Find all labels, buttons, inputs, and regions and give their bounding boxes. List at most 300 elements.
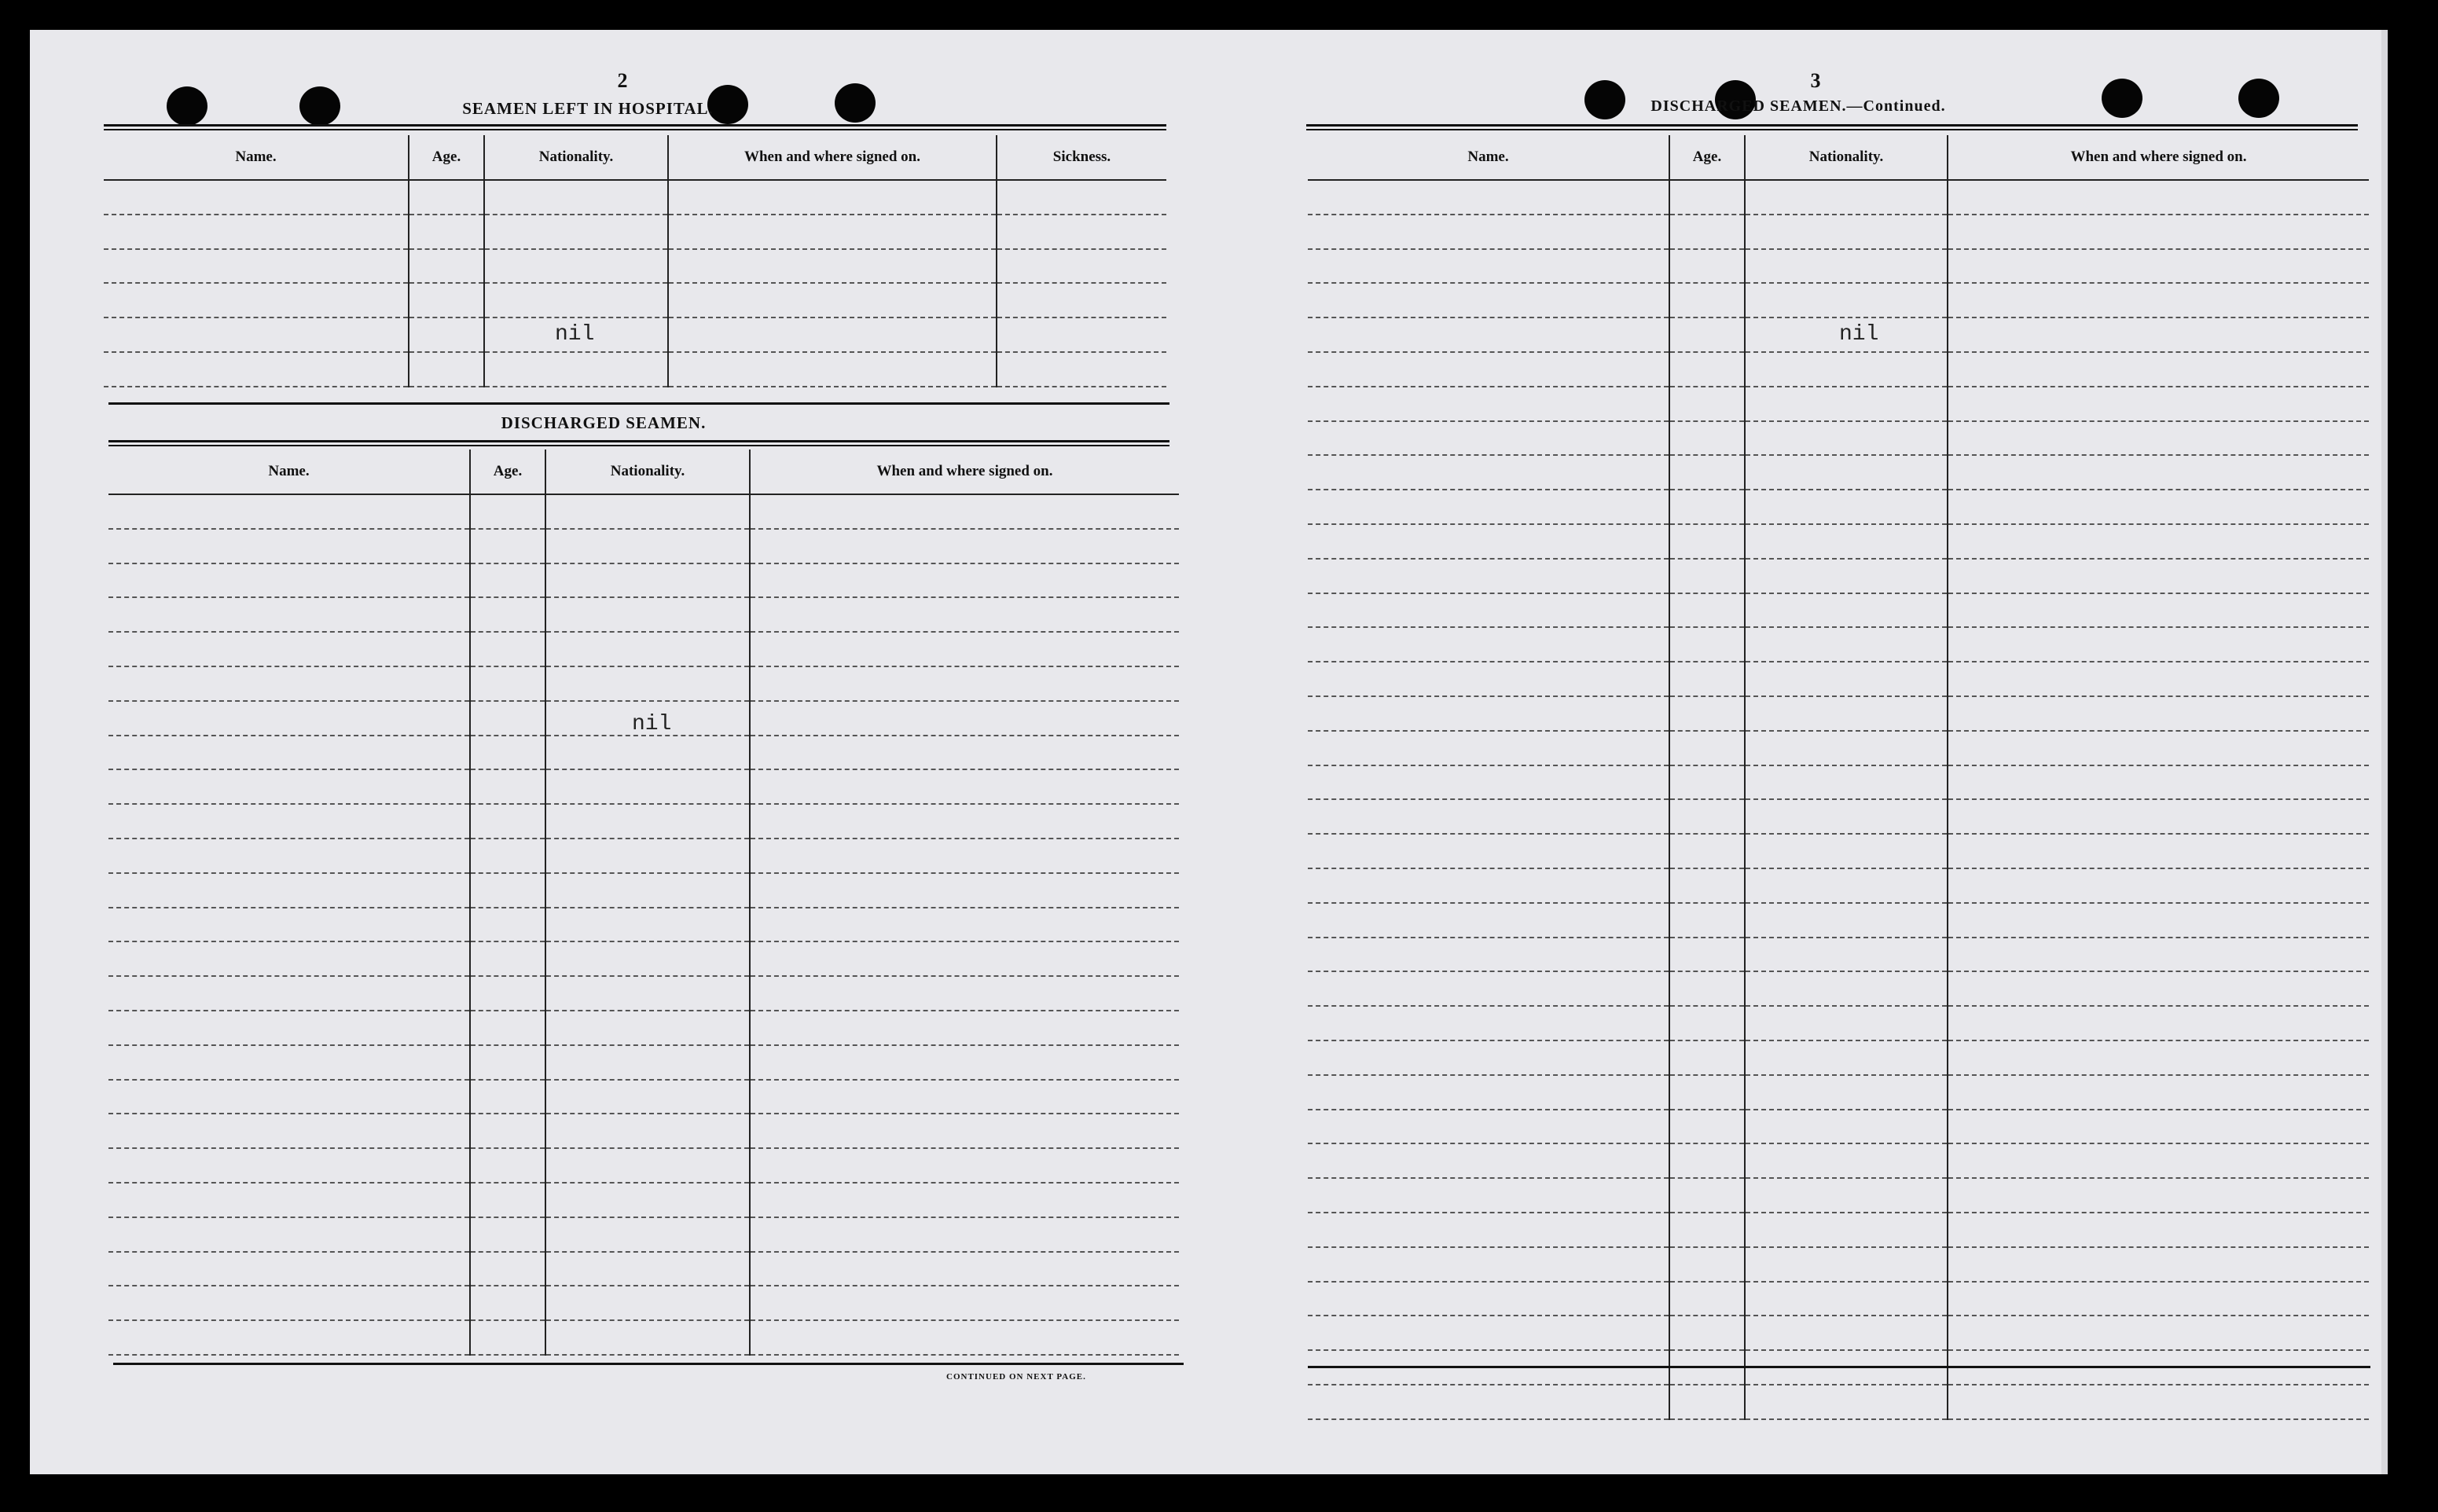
table-cell (108, 1045, 470, 1080)
table-row (1308, 696, 2369, 731)
table-cell (1308, 1143, 1669, 1178)
table-cell (545, 1286, 750, 1320)
hospital-nil-entry: nil (555, 322, 595, 347)
table-cell (1948, 455, 2369, 490)
table-cell (750, 736, 1179, 770)
table-cell (1669, 524, 1745, 559)
table-cell (409, 352, 484, 387)
table-row (108, 1252, 1179, 1286)
table-cell (1745, 627, 1948, 662)
table-cell (1745, 1247, 1948, 1282)
table-cell (1669, 1075, 1745, 1110)
table-row (108, 494, 1179, 529)
table-cell (1745, 1178, 1948, 1213)
table-cell (1308, 249, 1669, 284)
table-cell (1308, 627, 1669, 662)
table-row (108, 736, 1179, 770)
table-cell (470, 563, 545, 598)
table-cell (750, 804, 1179, 839)
table-cell (1669, 421, 1745, 456)
table-cell (1669, 249, 1745, 284)
table-cell (1745, 524, 1948, 559)
table-row (108, 873, 1179, 908)
table-cell (108, 563, 470, 598)
table-cell (104, 180, 409, 215)
table-cell (545, 1217, 750, 1252)
hospital-rows (104, 180, 1166, 387)
table-cell (750, 839, 1179, 873)
table-row (104, 283, 1166, 317)
table-row (104, 180, 1166, 215)
table-cell (470, 804, 545, 839)
table-cell (1669, 1213, 1745, 1247)
table-cell (104, 249, 409, 284)
table-row (1308, 559, 2369, 593)
table-cell (1745, 455, 1948, 490)
table-cell (1745, 180, 1948, 215)
table-cell (1948, 938, 2369, 972)
table-cell (108, 494, 470, 529)
table-cell (1308, 524, 1669, 559)
table-cell (1308, 662, 1669, 696)
table-cell (108, 666, 470, 701)
table-cell (108, 736, 470, 770)
table-cell (1948, 1385, 2369, 1419)
table-cell (668, 249, 997, 284)
table-cell (1948, 696, 2369, 731)
page-number: 3 (1810, 69, 1821, 92)
discharged-nil-entry: nil (632, 712, 672, 736)
table-cell (1669, 352, 1745, 387)
table-cell (1669, 215, 1745, 249)
table-cell (1745, 662, 1948, 696)
table-cell (1669, 834, 1745, 868)
table-cell (1308, 765, 1669, 800)
table-row (108, 1148, 1179, 1183)
table-cell (1308, 834, 1669, 868)
right-page (1217, 30, 2388, 1474)
table-row (108, 1080, 1179, 1114)
table-cell (1669, 765, 1745, 800)
table-cell (997, 215, 1166, 249)
table-cell (1669, 627, 1745, 662)
table-cell (1308, 387, 1669, 421)
table-cell (545, 769, 750, 804)
table-cell (108, 1183, 470, 1217)
col-age: Age. (409, 135, 484, 180)
col-name: Name. (1308, 135, 1669, 180)
table-row (104, 317, 1166, 352)
table-cell (750, 1148, 1179, 1183)
table-cell (750, 563, 1179, 598)
table-cell (750, 597, 1179, 632)
col-age: Age. (470, 450, 545, 494)
table-row (1308, 593, 2369, 628)
table-cell (545, 1114, 750, 1148)
table-cell (1948, 1075, 2369, 1110)
table-cell (1948, 1040, 2369, 1075)
table-row (1308, 1040, 2369, 1075)
document-sheet (30, 30, 2388, 1474)
table-cell (750, 1080, 1179, 1114)
table-row (108, 769, 1179, 804)
table-cell (1308, 1282, 1669, 1316)
table-row (1308, 731, 2369, 765)
table-cell (1948, 387, 2369, 421)
table-cell (470, 529, 545, 563)
table-cell (750, 1011, 1179, 1045)
hospital-table (104, 135, 1166, 387)
table-cell (1948, 421, 2369, 456)
table-cell (1669, 455, 1745, 490)
table-cell (108, 632, 470, 666)
table-cell (1948, 490, 2369, 524)
table-row (1308, 765, 2369, 800)
table-cell (108, 1252, 470, 1286)
table-cell (545, 1252, 750, 1286)
table-cell (1308, 1316, 1669, 1350)
table-cell (1745, 799, 1948, 834)
section-rule (108, 402, 1169, 405)
table-cell (1669, 1006, 1745, 1040)
table-cell (1948, 1178, 2369, 1213)
table-cell (470, 1286, 545, 1320)
table-row (1308, 938, 2369, 972)
table-cell (1308, 352, 1669, 387)
table-cell (409, 249, 484, 284)
table-cell (1669, 180, 1745, 215)
table-cell (1308, 1385, 1669, 1419)
table-cell (108, 529, 470, 563)
table-cell (108, 941, 470, 976)
table-cell (1745, 1040, 1948, 1075)
table-cell (1308, 1006, 1669, 1040)
table-cell (1745, 352, 1948, 387)
table-cell (1669, 799, 1745, 834)
table-cell (108, 873, 470, 908)
table-cell (470, 1217, 545, 1252)
table-cell (1308, 696, 1669, 731)
table-cell (1745, 1385, 1948, 1419)
table-cell (750, 769, 1179, 804)
table-cell (1948, 627, 2369, 662)
table-cell (1308, 1247, 1669, 1282)
table-row (1308, 1178, 2369, 1213)
table-cell (470, 769, 545, 804)
table-cell (545, 873, 750, 908)
table-cell (484, 283, 668, 317)
top-rule (104, 124, 1166, 127)
table-cell (545, 839, 750, 873)
table-cell (470, 1080, 545, 1114)
table-row (1308, 421, 2369, 456)
table-cell (108, 1286, 470, 1320)
table-cell (484, 352, 668, 387)
table-cell (1669, 1040, 1745, 1075)
table-cell (545, 1148, 750, 1183)
table-cell (1948, 903, 2369, 938)
table-cell (484, 180, 668, 215)
table-cell (1745, 938, 1948, 972)
table-cell (1948, 317, 2369, 352)
table-cell (668, 215, 997, 249)
table-cell (997, 352, 1166, 387)
table-row (108, 1045, 1179, 1080)
table-cell (545, 804, 750, 839)
table-cell (545, 736, 750, 770)
col-nationality: Nationality. (1745, 135, 1948, 180)
table-cell (1308, 1040, 1669, 1075)
page-number: 2 (617, 69, 628, 92)
table-row (104, 249, 1166, 284)
table-cell (750, 1217, 1179, 1252)
table-cell (470, 908, 545, 942)
table-cell (1669, 938, 1745, 972)
table-cell (1308, 455, 1669, 490)
table-cell (545, 1183, 750, 1217)
table-row (108, 1114, 1179, 1148)
left-page (30, 30, 1193, 1474)
table-cell (1745, 731, 1948, 765)
table-row (1308, 1316, 2369, 1350)
table-cell (1745, 834, 1948, 868)
table-cell (545, 908, 750, 942)
table-cell (470, 1183, 545, 1217)
table-cell (1308, 799, 1669, 834)
table-cell (545, 632, 750, 666)
table-cell (1308, 1213, 1669, 1247)
table-cell (1669, 593, 1745, 628)
table-cell (1745, 249, 1948, 284)
table-cell (108, 839, 470, 873)
hospital-header-row (104, 135, 1166, 180)
table-cell (1308, 317, 1669, 352)
col-signed-on: When and where signed on. (750, 450, 1179, 494)
table-cell (750, 941, 1179, 976)
table-cell (1745, 215, 1948, 249)
table-row (108, 1320, 1179, 1355)
table-cell (750, 1045, 1179, 1080)
table-cell (1948, 1143, 2369, 1178)
table-cell (750, 873, 1179, 908)
table-cell (1669, 731, 1745, 765)
table-cell (1745, 903, 1948, 938)
table-cell (1745, 490, 1948, 524)
table-cell (1308, 559, 1669, 593)
table-cell (470, 941, 545, 976)
table-row (1308, 1282, 2369, 1316)
table-cell (1669, 490, 1745, 524)
continued-rows (1308, 180, 2369, 1419)
section-rule (108, 440, 1169, 442)
table-cell (1948, 1006, 2369, 1040)
table-cell (1669, 1247, 1745, 1282)
header-row (1308, 135, 2369, 180)
table-cell (545, 666, 750, 701)
table-cell (750, 1286, 1179, 1320)
col-nationality: Nationality. (484, 135, 668, 180)
table-cell (750, 529, 1179, 563)
table-cell (668, 180, 997, 215)
table-cell (750, 1320, 1179, 1355)
table-cell (108, 976, 470, 1011)
table-cell (1669, 1178, 1745, 1213)
continued-note: CONTINUED ON NEXT PAGE. (946, 1372, 1086, 1382)
table-cell (1948, 524, 2369, 559)
top-rule-inner (1306, 129, 2358, 130)
top-rule (1306, 124, 2358, 127)
table-cell (1669, 696, 1745, 731)
table-cell (470, 701, 545, 736)
table-row (1308, 283, 2369, 317)
table-cell (484, 215, 668, 249)
table-cell (1745, 1282, 1948, 1316)
table-cell (1669, 868, 1745, 903)
table-row (108, 529, 1179, 563)
col-nationality: Nationality. (545, 450, 750, 494)
table-cell (104, 352, 409, 387)
bottom-rule (113, 1363, 1184, 1365)
table-cell (1948, 559, 2369, 593)
table-cell (1669, 283, 1745, 317)
table-cell (470, 1320, 545, 1355)
table-cell (1308, 283, 1669, 317)
table-cell (997, 317, 1166, 352)
table-cell (750, 908, 1179, 942)
table-cell (1308, 490, 1669, 524)
discharged-continued-heading: DISCHARGED SEAMEN.—Continued. (1650, 97, 1946, 115)
table-cell (108, 1320, 470, 1355)
table-row (108, 1183, 1179, 1217)
table-cell (1948, 765, 2369, 800)
table-row (108, 632, 1179, 666)
table-row (1308, 662, 2369, 696)
table-row (1308, 215, 2369, 249)
table-cell (668, 352, 997, 387)
table-row (1308, 352, 2369, 387)
table-cell (470, 1114, 545, 1148)
table-cell (1948, 352, 2369, 387)
table-row (1308, 1143, 2369, 1178)
table-cell (108, 597, 470, 632)
col-signed-on: When and where signed on. (668, 135, 997, 180)
table-cell (1948, 1247, 2369, 1282)
table-cell (545, 597, 750, 632)
table-cell (470, 873, 545, 908)
table-cell (1745, 765, 1948, 800)
table-cell (750, 1114, 1179, 1148)
table-cell (997, 283, 1166, 317)
table-cell (545, 1320, 750, 1355)
table-cell (1308, 868, 1669, 903)
table-cell (470, 666, 545, 701)
table-row (1308, 455, 2369, 490)
table-cell (1669, 903, 1745, 938)
table-cell (1745, 283, 1948, 317)
table-cell (1308, 938, 1669, 972)
table-cell (1308, 1178, 1669, 1213)
table-cell (1948, 283, 2369, 317)
table-cell (1745, 559, 1948, 593)
table-cell (1669, 387, 1745, 421)
table-cell (1948, 215, 2369, 249)
table-cell (1669, 1282, 1745, 1316)
discharged-header-row (108, 450, 1179, 494)
table-cell (1745, 1143, 1948, 1178)
table-cell (750, 632, 1179, 666)
table-cell (1745, 593, 1948, 628)
table-cell (104, 283, 409, 317)
table-cell (470, 597, 545, 632)
table-cell (1308, 180, 1669, 215)
table-row (1308, 1075, 2369, 1110)
table-row (1308, 1110, 2369, 1144)
table-cell (108, 1217, 470, 1252)
table-row (108, 597, 1179, 632)
table-cell (750, 666, 1179, 701)
table-cell (470, 632, 545, 666)
table-cell (470, 1011, 545, 1045)
table-cell (750, 1183, 1179, 1217)
table-cell (668, 283, 997, 317)
table-cell (545, 1045, 750, 1080)
table-cell (1745, 1110, 1948, 1144)
bottom-rule (1308, 1366, 2370, 1368)
table-cell (470, 494, 545, 529)
table-row (1308, 627, 2369, 662)
table-cell (1308, 421, 1669, 456)
table-cell (1948, 1110, 2369, 1144)
table-row (108, 1286, 1179, 1320)
table-cell (470, 736, 545, 770)
table-cell (1745, 971, 1948, 1006)
table-cell (1745, 387, 1948, 421)
table-cell (104, 215, 409, 249)
table-row (1308, 180, 2369, 215)
table-cell (470, 839, 545, 873)
discharged-heading: DISCHARGED SEAMEN. (501, 413, 707, 432)
table-cell (108, 1114, 470, 1148)
table-cell (409, 317, 484, 352)
table-cell (1669, 662, 1745, 696)
table-cell (108, 804, 470, 839)
table-cell (545, 494, 750, 529)
table-cell (470, 1148, 545, 1183)
table-cell (545, 1080, 750, 1114)
top-rule-inner (104, 129, 1166, 130)
table-row (108, 563, 1179, 598)
table-cell (1308, 1075, 1669, 1110)
table-cell (1948, 662, 2369, 696)
table-row (108, 941, 1179, 976)
table-row (1308, 903, 2369, 938)
table-cell (104, 317, 409, 352)
table-cell (108, 1011, 470, 1045)
table-row (108, 908, 1179, 942)
table-cell (545, 941, 750, 976)
col-sickness: Sickness. (997, 135, 1166, 180)
table-row (1308, 1006, 2369, 1040)
table-row (104, 215, 1166, 249)
table-row (108, 666, 1179, 701)
table-row (1308, 1385, 2369, 1419)
table-row (1308, 490, 2369, 524)
hospital-heading: SEAMEN LEFT IN HOSPITAL. (462, 99, 714, 118)
col-name: Name. (108, 450, 470, 494)
table-cell (1948, 180, 2369, 215)
table-row (1308, 834, 2369, 868)
discharged-rows (108, 494, 1179, 1355)
